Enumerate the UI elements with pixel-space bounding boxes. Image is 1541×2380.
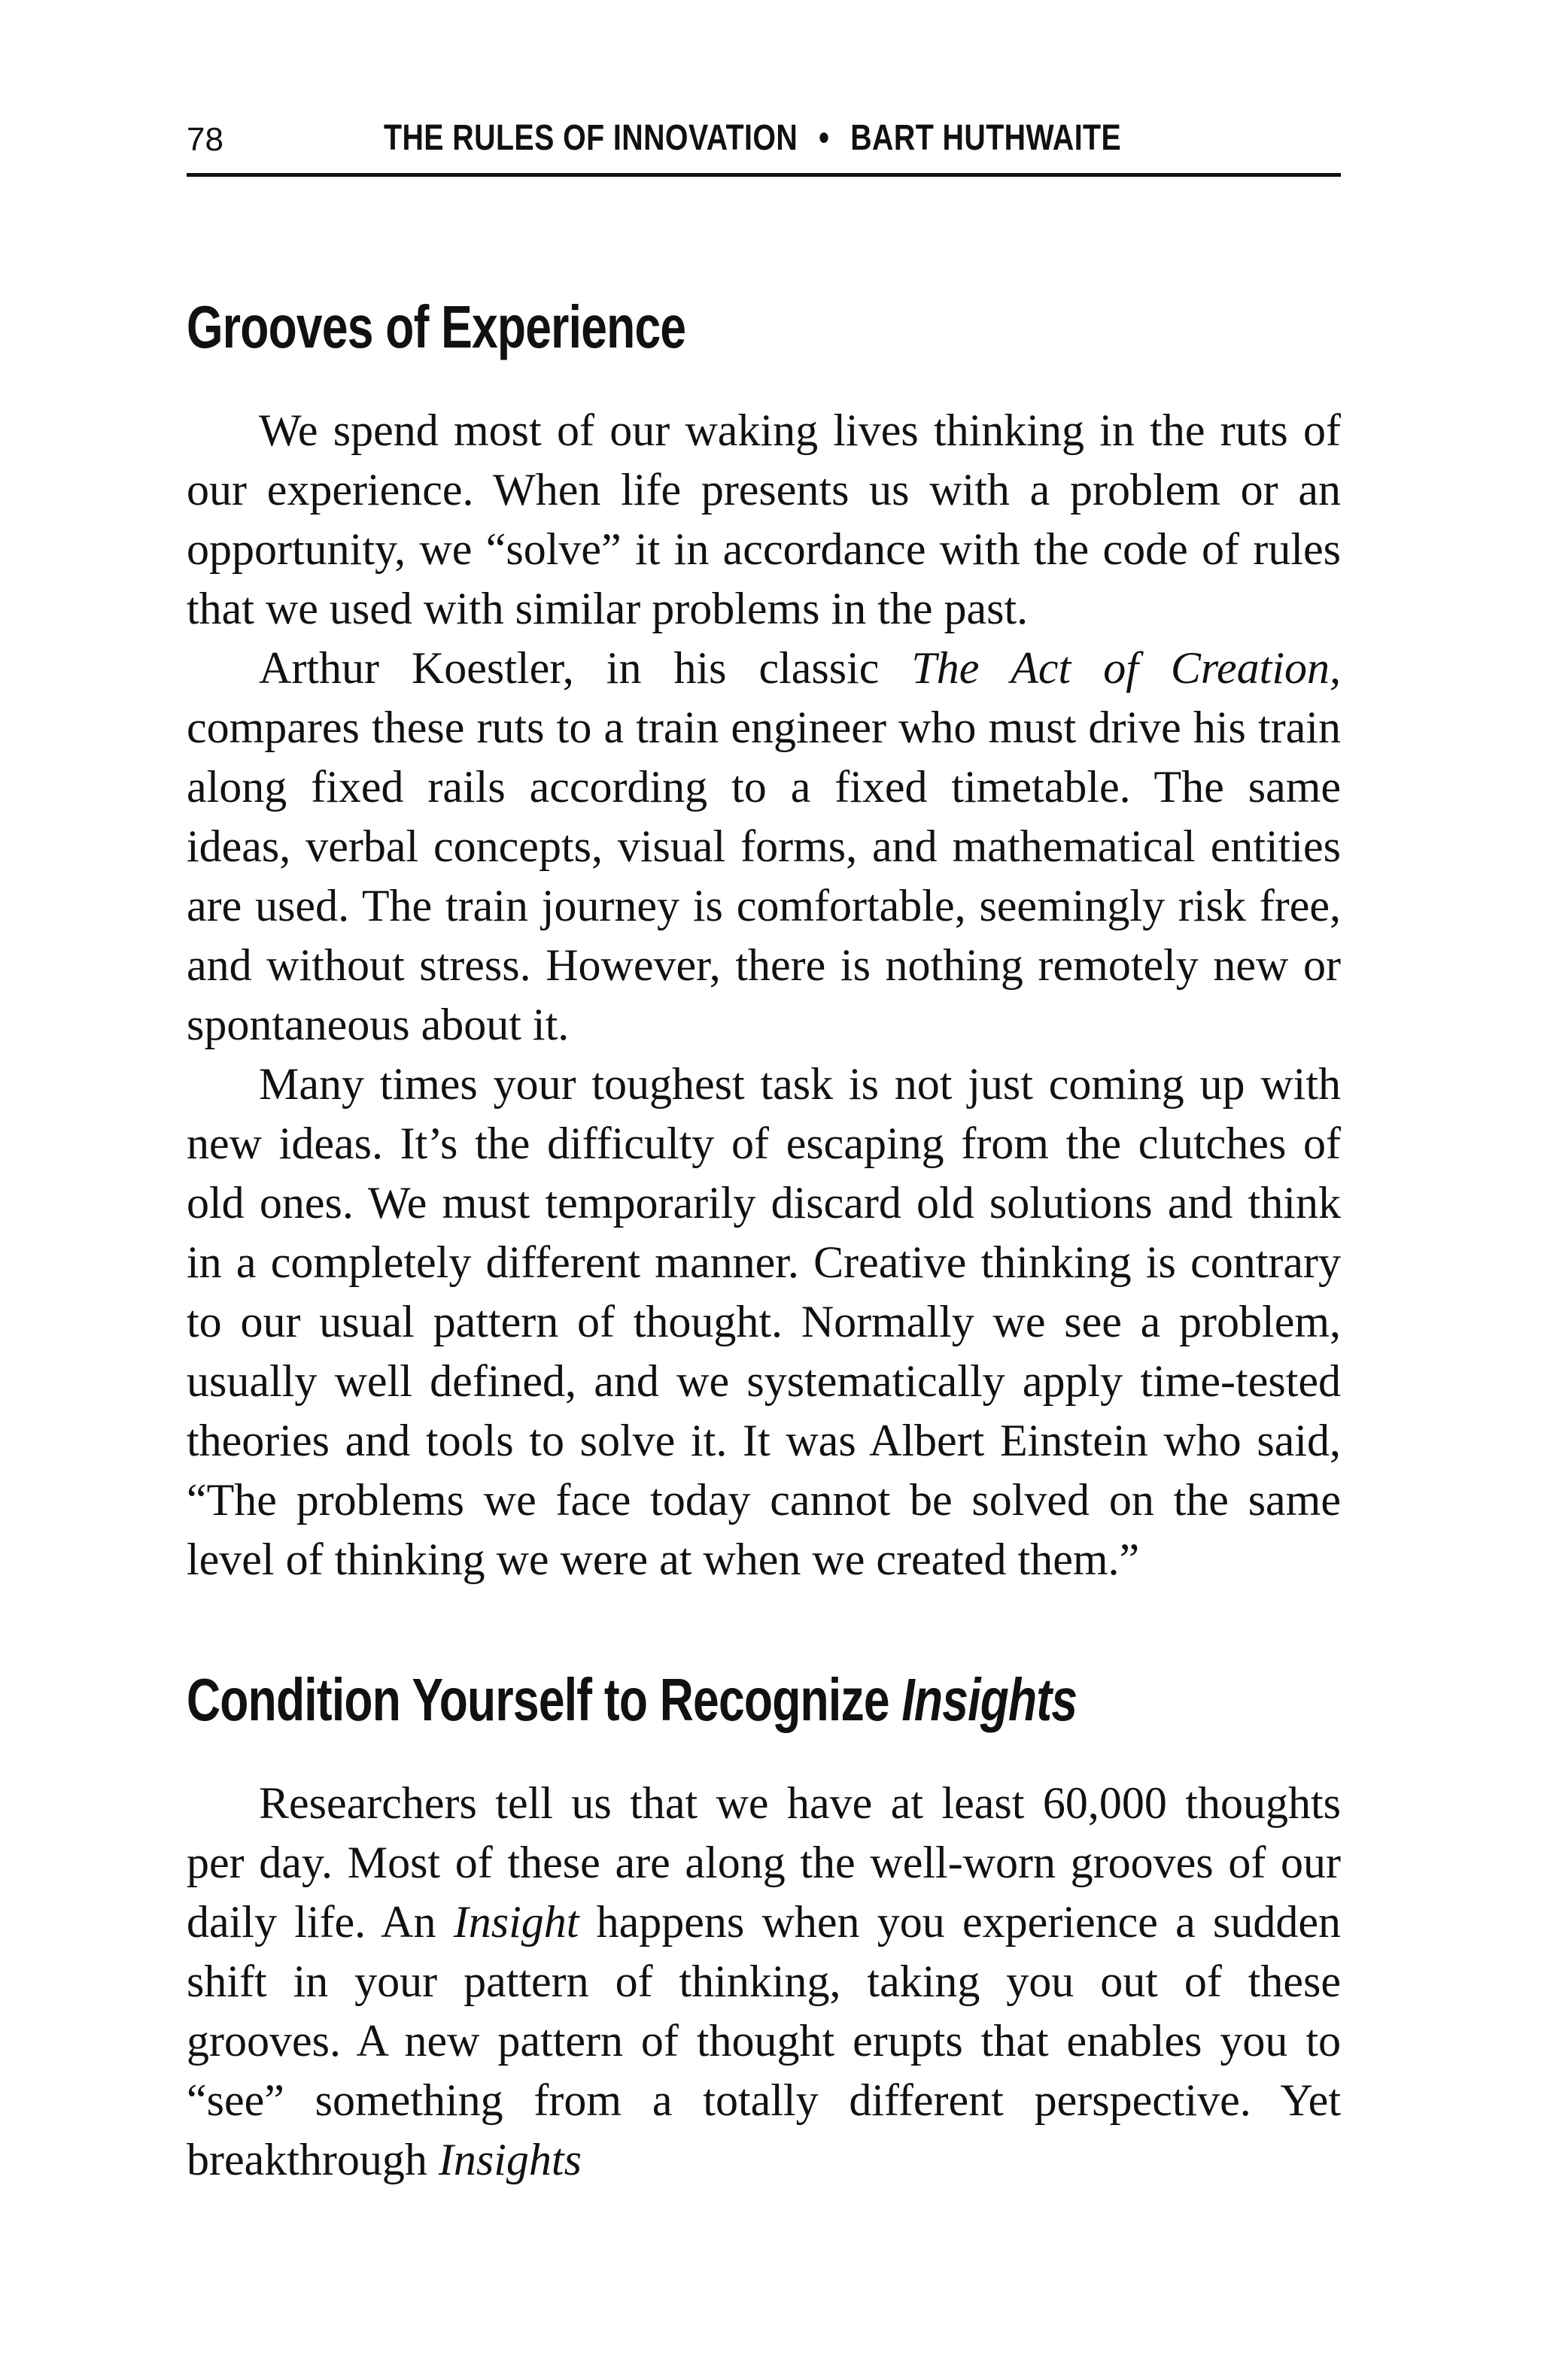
book-title-italic: The Act of Creation,: [911, 643, 1341, 693]
term-italic: Insight: [453, 1897, 579, 1947]
book-title: THE RULES OF INNOVATION: [384, 118, 798, 158]
paragraph: Many times your toughest task is not just coming up with new ideas. It’s the difficulty of escaping from the clutches of old ones. We must temporarily discard old solutions and think in a completely different manner. Creative thinking is contrary to our usual pattern of thought. Normally we see a problem, usually well defined, and we systematically apply time-tested theories and tools to solve it. It was Albert Einstein who said, “The problems we face today cannot be solved on the same level of thinking we were at when we created them.”: [187, 1059, 1341, 1584]
paragraph: We spend most of our waking lives thinking in the ruts of our experience. When life presents us with a problem or an opportunity, we “solve” it in accordance with the code of rules that we used with similar problems in the past.: [187, 405, 1341, 633]
author-name: BART HUTHWAITE: [850, 118, 1122, 158]
section-heading-insights: Condition Yourself to Recognize Insights: [187, 1666, 1077, 1733]
paragraph: Researchers tell us that we have at least 60,000 thoughts per day. Most of these are along the well-worn grooves of our daily life. An Insight happens when you experience a sudden shift in your pattern of thinking, taking you out of these grooves. A new pattern of thought erupts that enables you to “see” something from a totally different perspective. Yet breakthrough Insights: [187, 1778, 1341, 2184]
page-number: 78: [187, 121, 223, 158]
section-heading-grooves: Grooves of Experience: [187, 293, 686, 360]
section-body-grooves: [187, 401, 1341, 1589]
term-italic: Insights: [438, 2135, 582, 2184]
running-title: [384, 113, 1169, 164]
header-separator: •: [819, 118, 830, 158]
heading-italic-word: Insights: [901, 1666, 1077, 1733]
section-body-insights: [187, 1774, 1341, 2190]
paragraph: Arthur Koestler, in his classic The Act of Creation, compares these ruts to a train engineer who must drive his train along fixed rails according to a fixed timetable. The same ideas, verbal concepts, visual forms, and mathematical entities are used. The train journey is comfortable, seemingly risk free, and without stress. However, there is nothing remotely new or spontaneous about it.: [187, 643, 1341, 1049]
running-header: [187, 113, 1341, 177]
